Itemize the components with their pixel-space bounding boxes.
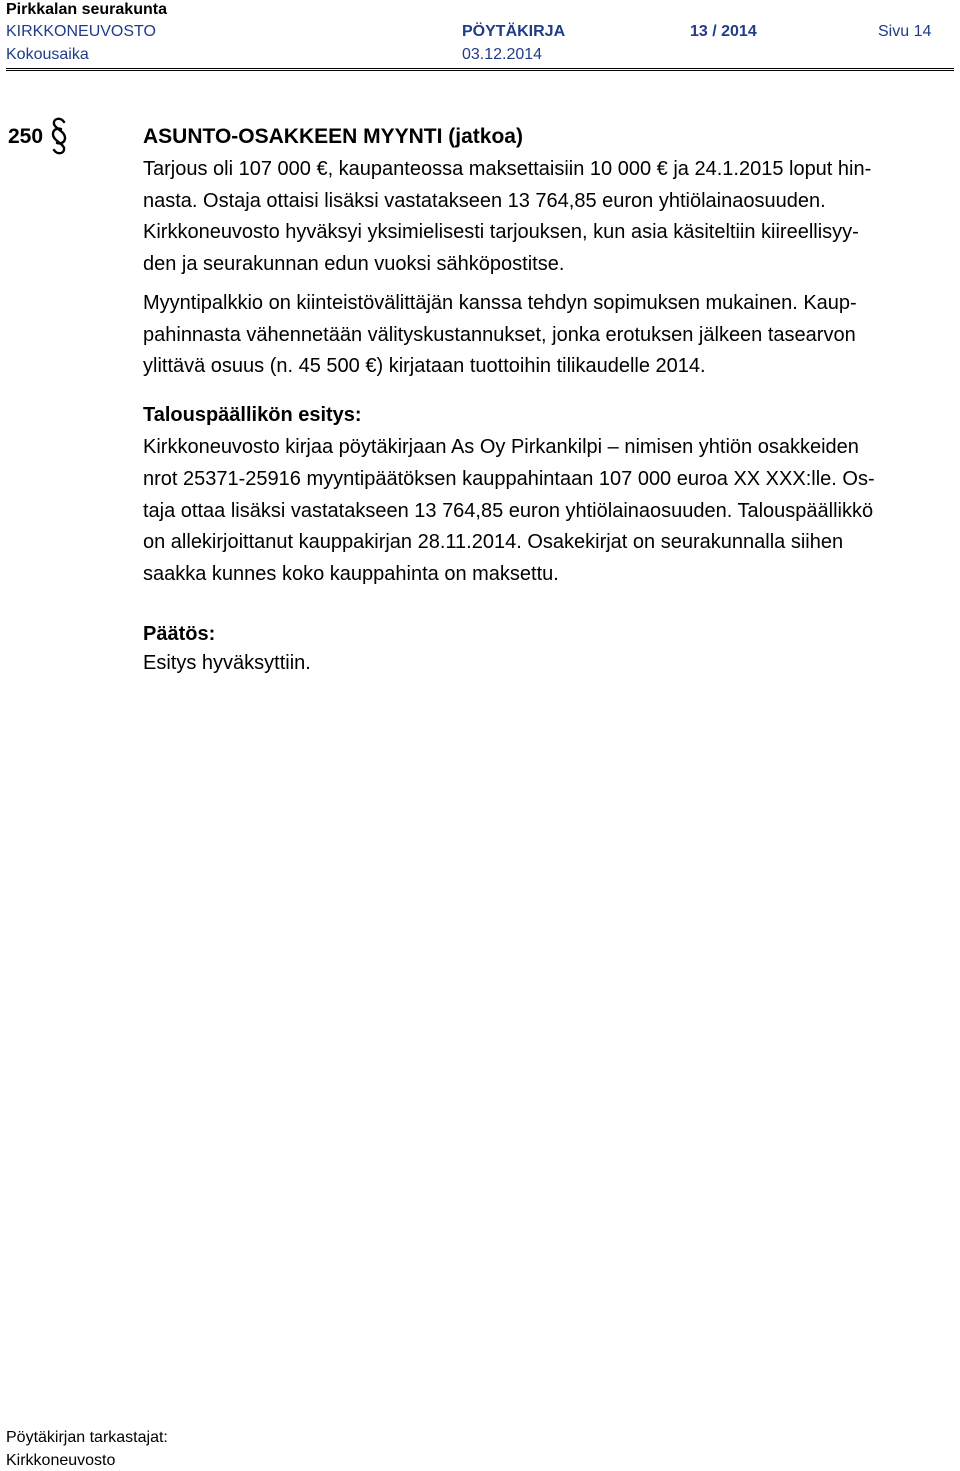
text-line: Tarjous oli 107 000 €, kaupanteossa maksettaisiin 10 000 € ja 24.1.2015 loput hin- — [143, 158, 872, 180]
meeting-label: Kokousaika — [6, 46, 89, 63]
text-line: ylittävä osuus (n. 45 500 €) kirjataan tuottoihin tilikaudelle 2014. — [143, 355, 706, 377]
section-number: 250 — [8, 125, 44, 148]
governing-body: KIRKKONEUVOSTO — [6, 23, 156, 40]
header-divider — [6, 68, 954, 71]
text-line: nasta. Ostaja ottaisi lisäksi vastatakseen 13 764,85 euron yhtiölainaosuuden. — [143, 189, 826, 212]
text-line: on allekirjoittanut kauppakirjan 28.11.2014. Osakekirjat on seurakunnalla siihen — [143, 531, 844, 554]
text-line: nrot 25371-25916 myyntipäätöksen kauppahintaan 107 000 euroa XX XXX:lle. Os- — [143, 467, 875, 490]
org-name: Pirkkalan seurakunta — [6, 1, 167, 18]
footer-body: Kirkkoneuvosto — [6, 1452, 116, 1469]
document-type: PÖYTÄKIRJA — [462, 23, 566, 40]
document-number: 13 / 2014 — [690, 23, 757, 40]
proposal-heading: Talouspäällikön esitys: — [143, 404, 362, 426]
text-line: Kirkkoneuvosto kirjaa pöytäkirjaan As Oy Pirkankilpi – nimisen yhtiön osakkeiden — [143, 436, 859, 458]
text-line: saakka kunnes koko kauppahinta on maksettu. — [143, 563, 559, 586]
footer-checkers-label: Pöytäkirjan tarkastajat: — [6, 1429, 168, 1446]
paragraph-offer — [143, 154, 933, 280]
paragraph-commission — [143, 288, 933, 383]
text-line: Esitys hyväksyttiin. — [143, 652, 311, 674]
decision-text — [143, 648, 933, 678]
text-line: taja ottaa lisäksi vastatakseen 13 764,85 euron yhtiölainaosuuden. Talouspäällikkö — [143, 499, 874, 522]
section-title: ASUNTO-OSAKKEEN MYYNTI (jatkoa) — [143, 125, 523, 148]
decision-heading: Päätös: — [143, 623, 216, 645]
text-line: Myyntipalkkio on kiinteistövälittäjän kanssa tehdyn sopimuksen mukainen. Kaup- — [143, 292, 857, 314]
section-sign-icon — [48, 116, 70, 156]
text-line: pahinnasta vähennetään välityskustannukset, jonka erotuksen jälkeen tasearvon — [143, 323, 856, 346]
proposal-text — [143, 432, 933, 591]
meeting-date: 03.12.2014 — [462, 46, 543, 63]
text-line: Kirkkoneuvosto hyväksyi yksimielisesti tarjouksen, kun asia käsiteltiin kiireellisyy- — [143, 221, 859, 243]
page-number: Sivu 14 — [878, 23, 932, 40]
text-line: den ja seurakunnan edun vuoksi sähköpostitse. — [143, 252, 565, 275]
